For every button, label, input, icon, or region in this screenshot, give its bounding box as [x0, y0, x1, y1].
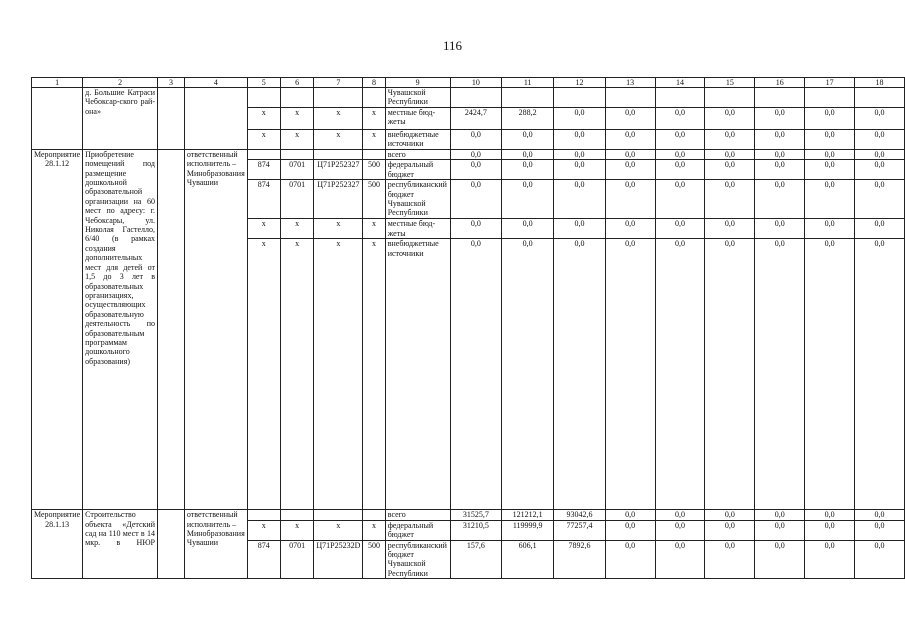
measure-name: Приобретение помещений под размещение дошкольной образовательной организации на 60 мест по адресу: г. Чебоксары, ул. Николая Гастелло, 6/40 (в рамках создания дополнительных мест для детей от 1,5 до 3 лет в образовательных организациях, осуществляющих образовательную деятельность по образовательным программам дошкольного образования) — [83, 149, 158, 509]
value-cell: 0,0 — [705, 239, 755, 510]
code-cell: 500 — [363, 160, 385, 180]
header-cell: 8 — [363, 78, 385, 88]
code-cell — [247, 510, 280, 520]
value-cell: 0,0 — [655, 219, 705, 239]
header-cell: 12 — [554, 78, 606, 88]
value-cell: 0,0 — [855, 107, 905, 129]
value-cell: 31210,5 — [450, 520, 502, 540]
code-cell: x — [280, 520, 314, 540]
code-cell — [314, 510, 363, 520]
measure-name: д. Большие Катраси Чебоксар-ского рай-она» — [83, 88, 158, 150]
value-cell: 2424,7 — [450, 107, 502, 129]
table-row — [32, 510, 905, 520]
value-cell: 0,0 — [554, 160, 606, 180]
value-cell — [605, 88, 655, 108]
measure-name: Строительство объекта «Детский сад на 110 мест в 14 мкр. в НЮР — [83, 510, 158, 579]
code-cell: 500 — [363, 540, 385, 579]
value-cell: 0,0 — [655, 107, 705, 129]
value-cell — [450, 88, 502, 108]
value-cell: 31525,7 — [450, 510, 502, 520]
code-cell: x — [280, 239, 314, 510]
code-cell: Ц71Р252327 — [314, 180, 363, 219]
value-cell: 119999,9 — [502, 520, 554, 540]
value-cell: 0,0 — [855, 129, 905, 149]
value-cell: 0,0 — [554, 180, 606, 219]
header-cell: 6 — [280, 78, 314, 88]
code-cell: x — [247, 107, 280, 129]
funding-source: внебюджетные источники — [385, 239, 450, 510]
value-cell: 0,0 — [605, 510, 655, 520]
header-cell: 5 — [247, 78, 280, 88]
header-cell: 3 — [158, 78, 185, 88]
value-cell: 0,0 — [855, 160, 905, 180]
header-cell: 13 — [605, 78, 655, 88]
value-cell: 0,0 — [805, 239, 855, 510]
page-number: 116 — [442, 38, 463, 53]
value-cell: 0,0 — [805, 540, 855, 579]
code-cell: 500 — [363, 180, 385, 219]
value-cell: 288,2 — [502, 107, 554, 129]
value-cell: 0,0 — [450, 219, 502, 239]
value-cell: 0,0 — [755, 160, 805, 180]
value-cell: 0,0 — [502, 160, 554, 180]
value-cell: 0,0 — [805, 160, 855, 180]
funding-source: всего — [385, 510, 450, 520]
value-cell — [655, 88, 705, 108]
value-cell: 0,0 — [605, 107, 655, 129]
header-cell: 11 — [502, 78, 554, 88]
value-cell: 0,0 — [755, 129, 805, 149]
value-cell: 0,0 — [705, 160, 755, 180]
col3-cell — [158, 510, 185, 579]
funding-source: республиканский бюджет Чувашской Республики — [385, 180, 450, 219]
value-cell — [855, 88, 905, 108]
value-cell: 0,0 — [855, 510, 905, 520]
value-cell: 0,0 — [554, 107, 606, 129]
code-cell: x — [314, 129, 363, 149]
code-cell: x — [247, 129, 280, 149]
code-cell — [363, 88, 385, 108]
value-cell: 0,0 — [605, 540, 655, 579]
value-cell: 0,0 — [554, 149, 606, 159]
value-cell: 0,0 — [705, 510, 755, 520]
value-cell: 93042,6 — [554, 510, 606, 520]
code-cell — [247, 149, 280, 159]
value-cell: 0,0 — [450, 149, 502, 159]
value-cell: 7892,6 — [554, 540, 606, 579]
code-cell — [280, 149, 314, 159]
value-cell: 0,0 — [705, 520, 755, 540]
value-cell: 0,0 — [502, 219, 554, 239]
value-cell: 0,0 — [502, 129, 554, 149]
col3-cell — [158, 88, 185, 150]
header-cell: 9 — [385, 78, 450, 88]
value-cell: 0,0 — [450, 239, 502, 510]
header-cell: 4 — [184, 78, 247, 88]
code-cell — [280, 510, 314, 520]
value-cell: 0,0 — [805, 510, 855, 520]
value-cell: 0,0 — [855, 180, 905, 219]
value-cell: 0,0 — [450, 160, 502, 180]
col3-cell — [158, 149, 185, 509]
executor-cell: ответственный исполнитель – Минобразования Чувашии — [184, 510, 247, 579]
table-row — [32, 88, 905, 108]
code-cell: x — [363, 239, 385, 510]
header-cell: 15 — [705, 78, 755, 88]
value-cell: 606,1 — [502, 540, 554, 579]
value-cell — [755, 88, 805, 108]
funding-source: Чувашской Республики — [385, 88, 450, 108]
value-cell: 0,0 — [705, 540, 755, 579]
value-cell: 0,0 — [755, 510, 805, 520]
funding-source: федеральный бюджет — [385, 160, 450, 180]
code-cell: 0701 — [280, 540, 314, 579]
value-cell: 0,0 — [755, 149, 805, 159]
value-cell: 0,0 — [705, 219, 755, 239]
value-cell: 0,0 — [450, 180, 502, 219]
code-cell: x — [363, 219, 385, 239]
value-cell: 157,6 — [450, 540, 502, 579]
header-cell: 2 — [83, 78, 158, 88]
value-cell: 0,0 — [450, 129, 502, 149]
code-cell: x — [247, 219, 280, 239]
header-cell: 16 — [755, 78, 805, 88]
code-cell: x — [247, 520, 280, 540]
value-cell: 0,0 — [655, 160, 705, 180]
value-cell: 0,0 — [755, 239, 805, 510]
value-cell: 0,0 — [655, 129, 705, 149]
code-cell — [247, 88, 280, 108]
code-cell — [314, 149, 363, 159]
code-cell: Ц71Р25232D — [314, 540, 363, 579]
code-cell: x — [280, 107, 314, 129]
funding-source: всего — [385, 149, 450, 159]
code-cell: x — [280, 129, 314, 149]
value-cell: 0,0 — [502, 149, 554, 159]
header-cell: 7 — [314, 78, 363, 88]
value-cell: 0,0 — [755, 107, 805, 129]
header-cell: 18 — [855, 78, 905, 88]
value-cell: 0,0 — [805, 107, 855, 129]
funding-source: местные бюд-жеты — [385, 219, 450, 239]
value-cell: 0,0 — [502, 180, 554, 219]
code-cell: 0701 — [280, 160, 314, 180]
value-cell: 0,0 — [855, 219, 905, 239]
code-cell: 0701 — [280, 180, 314, 219]
executor-cell — [184, 88, 247, 150]
code-cell — [314, 88, 363, 108]
header-cell: 14 — [655, 78, 705, 88]
value-cell: 0,0 — [755, 180, 805, 219]
code-cell: x — [314, 239, 363, 510]
value-cell: 0,0 — [605, 239, 655, 510]
code-cell: x — [363, 107, 385, 129]
code-cell: x — [314, 520, 363, 540]
budget-table — [31, 77, 905, 579]
value-cell: 0,0 — [655, 510, 705, 520]
value-cell: 0,0 — [605, 129, 655, 149]
value-cell: 0,0 — [605, 180, 655, 219]
code-cell: x — [363, 520, 385, 540]
value-cell: 0,0 — [655, 540, 705, 579]
value-cell: 0,0 — [705, 180, 755, 219]
value-cell: 0,0 — [755, 219, 805, 239]
value-cell: 0,0 — [502, 239, 554, 510]
value-cell: 0,0 — [605, 219, 655, 239]
value-cell: 77257,4 — [554, 520, 606, 540]
code-cell: x — [363, 129, 385, 149]
value-cell: 0,0 — [805, 129, 855, 149]
value-cell — [705, 88, 755, 108]
header-row — [32, 78, 905, 88]
funding-source: внебюджетные источники — [385, 129, 450, 149]
code-cell: 874 — [247, 540, 280, 579]
value-cell: 0,0 — [805, 520, 855, 540]
value-cell: 0,0 — [554, 219, 606, 239]
value-cell: 0,0 — [605, 520, 655, 540]
code-cell: 874 — [247, 160, 280, 180]
code-cell: Ц71Р252327 — [314, 160, 363, 180]
measure-label: Мероприятие 28.1.13 — [32, 510, 83, 579]
value-cell: 0,0 — [805, 149, 855, 159]
measure-label: Мероприятие 28.1.12 — [32, 149, 83, 509]
code-cell: 874 — [247, 180, 280, 219]
code-cell — [363, 149, 385, 159]
code-cell: x — [314, 107, 363, 129]
measure-label — [32, 88, 83, 150]
value-cell: 0,0 — [755, 540, 805, 579]
header-cell: 1 — [32, 78, 83, 88]
value-cell — [502, 88, 554, 108]
value-cell: 0,0 — [605, 160, 655, 180]
code-cell: x — [247, 239, 280, 510]
value-cell: 0,0 — [554, 129, 606, 149]
value-cell: 0,0 — [705, 149, 755, 159]
code-cell — [280, 88, 314, 108]
value-cell: 0,0 — [705, 107, 755, 129]
value-cell: 0,0 — [655, 520, 705, 540]
value-cell: 0,0 — [655, 149, 705, 159]
value-cell: 121212,1 — [502, 510, 554, 520]
value-cell: 0,0 — [554, 239, 606, 510]
funding-source: республиканский бюджет Чувашской Республики — [385, 540, 450, 579]
value-cell: 0,0 — [605, 149, 655, 159]
value-cell: 0,0 — [805, 180, 855, 219]
value-cell: 0,0 — [855, 520, 905, 540]
code-cell: x — [314, 219, 363, 239]
value-cell: 0,0 — [705, 129, 755, 149]
value-cell: 0,0 — [755, 520, 805, 540]
header-cell: 10 — [450, 78, 502, 88]
funding-source: федеральный бюджет — [385, 520, 450, 540]
funding-source: местные бюд-жеты — [385, 107, 450, 129]
executor-cell: ответственный исполнитель – Минобразования Чувашии — [184, 149, 247, 509]
table-row — [32, 149, 905, 159]
value-cell: 0,0 — [655, 239, 705, 510]
value-cell: 0,0 — [855, 540, 905, 579]
code-cell: x — [280, 219, 314, 239]
value-cell — [554, 88, 606, 108]
value-cell: 0,0 — [805, 219, 855, 239]
code-cell — [363, 510, 385, 520]
value-cell: 0,0 — [655, 180, 705, 219]
header-cell: 17 — [805, 78, 855, 88]
value-cell: 0,0 — [855, 149, 905, 159]
value-cell — [805, 88, 855, 108]
value-cell: 0,0 — [855, 239, 905, 510]
